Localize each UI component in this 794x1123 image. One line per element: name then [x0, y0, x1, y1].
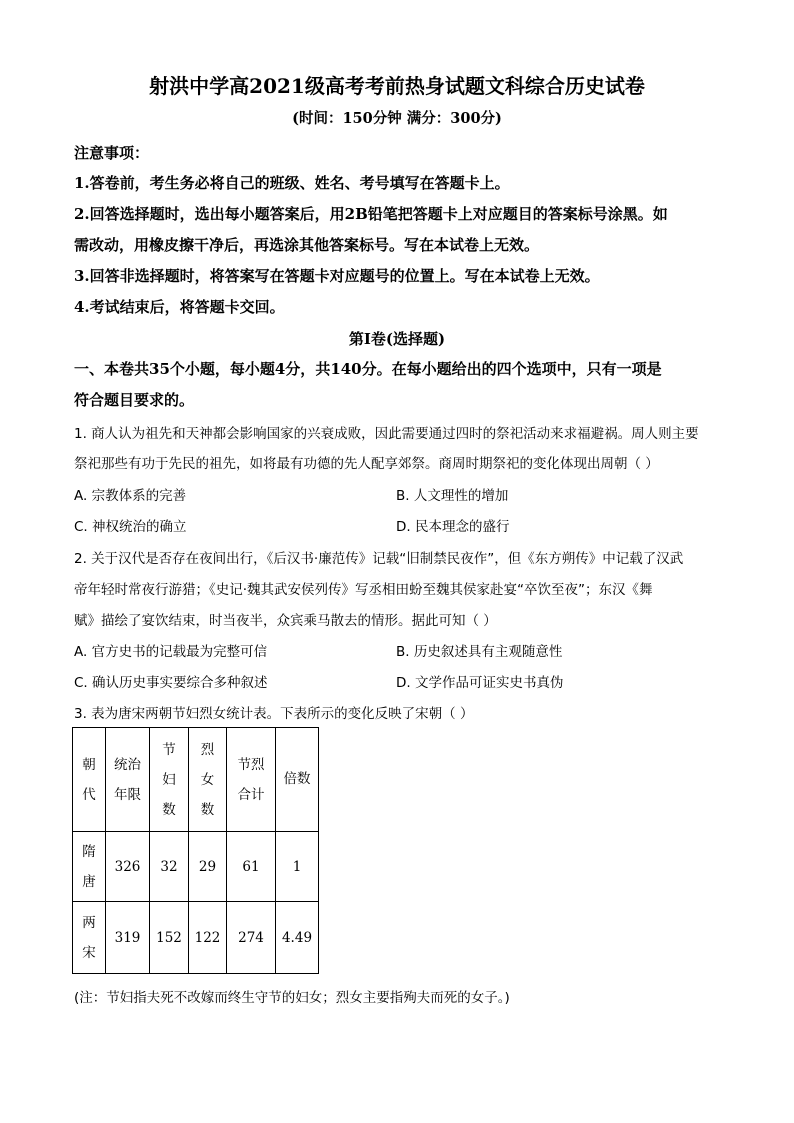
question-2-option-a: A. 官方史书的记载最为完整可信 [74, 644, 268, 660]
header-cell-years: 统治 年限 [106, 728, 150, 832]
cell-total: 61 [227, 832, 276, 902]
section-instruction: 一、本卷共35个小题，每小题4分，共140分。在每小题给出的四个选项中，只有一项是 [74, 360, 662, 378]
cell-years: 319 [106, 902, 150, 974]
header-cell-lienv: 烈 女 数 [189, 728, 227, 832]
question-2-option-d: D. 文学作品可证实史书真伪 [396, 675, 564, 691]
cell-jiefu: 32 [150, 832, 189, 902]
cell-dynasty: 两 宋 [73, 902, 106, 974]
cell-lienv: 29 [189, 832, 227, 902]
header-cell-total: 节烈 合计 [227, 728, 276, 832]
section-instruction: 符合题目要求的。 [74, 391, 195, 409]
cell-years: 326 [106, 832, 150, 902]
table-row [73, 832, 319, 902]
notice-heading: 注意事项： [74, 144, 150, 162]
question-1-option-d: D. 民本理念的盛行 [396, 519, 510, 535]
table-row [73, 902, 319, 974]
notice-line: 3.回答非选择题时，将答案写在答题卡对应题号的位置上。写在本试卷上无效。 [74, 267, 600, 285]
question-2-text: 赋》描绘了宴饮结束，时当夜半，众宾乘马散去的情形。据此可知（ ） [74, 613, 497, 629]
cell-dynasty: 隋 唐 [73, 832, 106, 902]
question-2-option-b: B. 历史叙述具有主观随意性 [396, 644, 563, 660]
question-1-option-c: C. 神权统治的确立 [74, 519, 187, 535]
question-3-text: 3. 表为唐宋两朝节妇烈女统计表。下表所示的变化反映了宋朝（ ） [74, 706, 474, 722]
notice-line: 4.考试结束后，将答题卡交回。 [74, 298, 285, 316]
section-title: 第Ⅰ卷(选择题) [348, 330, 446, 348]
table-header-row [73, 728, 319, 832]
header-cell-ratio: 倍数 [276, 728, 319, 832]
notice-line: 1.答卷前，考生务必将自己的班级、姓名、考号填写在答题卡上。 [74, 174, 510, 192]
table-note: (注：节妇指夫死不改嫁而终生守节的妇女；烈女主要指殉夫而死的女子。) [74, 990, 510, 1006]
question-2-text: 2. 关于汉代是否存在夜间出行，《后汉书·廉范传》记载“旧制禁民夜作”，但《东方朔传》中记载了汉武 [74, 551, 684, 567]
question-1-option-a: A. 宗教体系的完善 [74, 488, 187, 504]
header-cell-jiefu: 节 妇 数 [150, 728, 189, 832]
notice-line: 2.回答选择题时，选出每小题答案后，用2B铅笔把答题卡上对应题目的答案标号涂黑。如 [74, 205, 668, 223]
cell-ratio: 1 [276, 832, 319, 902]
cell-jiefu: 152 [150, 902, 189, 974]
question-1-text: 1. 商人认为祖先和天神都会影响国家的兴衰成败，因此需要通过四时的祭祀活动来求福避祸。周人则主要 [74, 426, 699, 442]
statistics-table [72, 727, 319, 974]
page-title: 射洪中学高2021级高考考前热身试题文科综合历史试卷 [149, 74, 645, 98]
cell-ratio: 4.49 [276, 902, 319, 974]
header-cell-dynasty: 朝 代 [73, 728, 106, 832]
notice-line: 需改动，用橡皮擦干净后，再选涂其他答案标号。写在本试卷上无效。 [74, 236, 540, 254]
question-2-text: 帝年轻时常夜行游猎；《史记·魏其武安侯列传》写丞相田蚡至魏其侯家赴宴“卒饮至夜”；东汉《舞 [74, 582, 653, 598]
cell-total: 274 [227, 902, 276, 974]
question-2-option-c: C. 确认历史事实要综合多种叙述 [74, 675, 268, 691]
question-1-text: 祭祀那些有功于先民的祖先，如将最有功德的先人配享郊祭。商周时期祭祀的变化体现出周朝（ ） [74, 456, 659, 472]
exam-duration-score: (时间：150分钟 满分：300分) [292, 110, 502, 127]
cell-lienv: 122 [189, 902, 227, 974]
question-1-option-b: B. 人文理性的增加 [396, 488, 509, 504]
